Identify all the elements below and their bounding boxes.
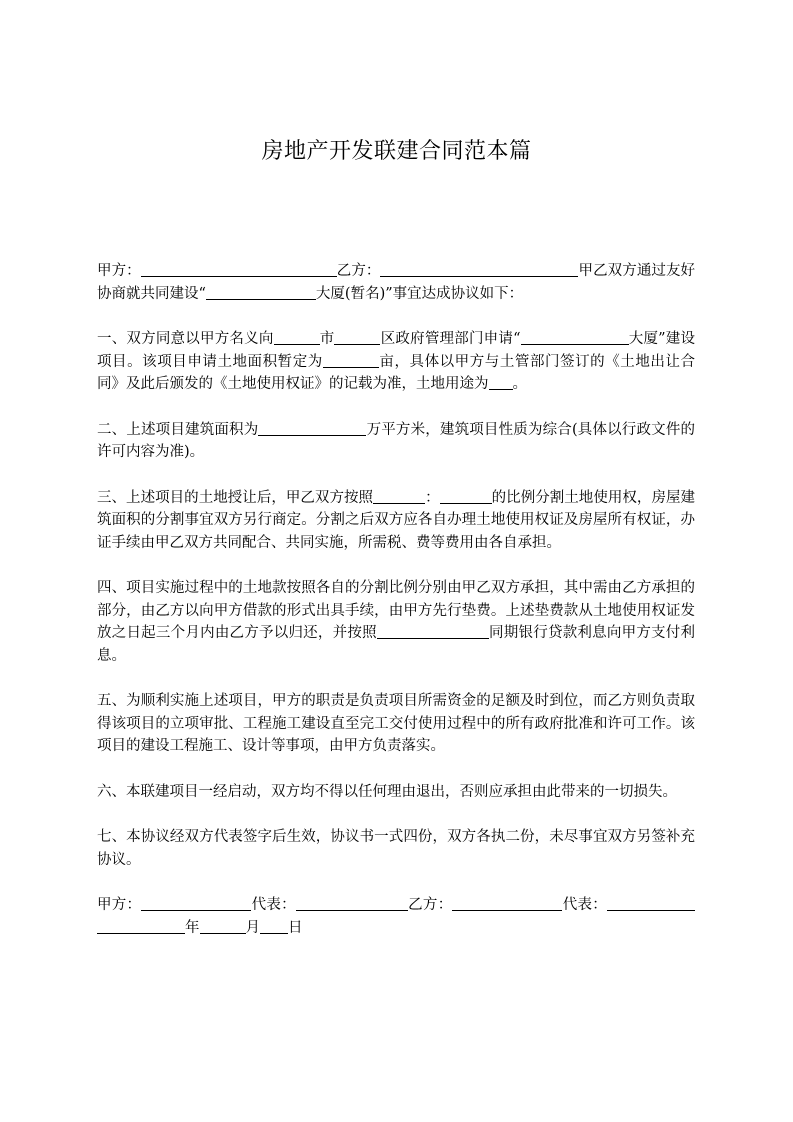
ratio-b-blank[interactable] bbox=[440, 487, 492, 504]
clause-2-paragraph bbox=[97, 419, 695, 464]
clause-3-text-3: 的比例分割土地使用权，房屋建筑面积的分割事宜双方另行商定。分割之后双方应各自办理土地使用权证及房屋所有权证，办证手续由甲乙双方共同配合、共同实施，所需税、费等费用由各自承担。 bbox=[97, 489, 696, 551]
land-use-blank[interactable] bbox=[489, 373, 513, 390]
party-a-name-blank[interactable] bbox=[141, 260, 337, 277]
clause-3-text-2: ： bbox=[425, 489, 440, 506]
intro-text-1: 甲乙双方通过友好协商就共同建设“ bbox=[97, 263, 696, 302]
clause-4-paragraph bbox=[97, 577, 695, 667]
document-body bbox=[97, 260, 695, 939]
signature-party-a-label: 甲方： bbox=[97, 897, 142, 913]
clause-4-text-2: 同期银行贷款利息向甲方支付利息。 bbox=[97, 625, 696, 664]
intro-party-b-label: 乙方： bbox=[336, 263, 381, 279]
district-blank[interactable] bbox=[334, 328, 380, 345]
clause-1-text-4: 大厦”建设项目。该项目申请土地面积暂定为 bbox=[97, 331, 696, 370]
month-blank[interactable] bbox=[200, 917, 246, 934]
project-name-blank[interactable] bbox=[521, 328, 629, 345]
intro-party-a-label: 甲方： bbox=[97, 263, 141, 279]
clause-1-text-1: 一、双方同意以甲方名义向 bbox=[97, 331, 274, 347]
signature-party-b-blank[interactable] bbox=[452, 894, 562, 911]
party-b-name-blank[interactable] bbox=[380, 260, 578, 277]
day-label: 日 bbox=[288, 919, 303, 936]
year-label: 年 bbox=[185, 919, 200, 936]
bank-blank[interactable] bbox=[377, 622, 489, 639]
signature-date-wrap bbox=[97, 920, 303, 936]
signature-rep-b-label: 代表： bbox=[562, 897, 608, 913]
city-blank[interactable] bbox=[274, 328, 320, 345]
clause-2-text-1: 二、上述项目建筑面积为 bbox=[97, 421, 259, 438]
clause-1-paragraph bbox=[97, 328, 695, 396]
signature-party-b-label: 乙方： bbox=[407, 897, 453, 913]
clause-2-text-2: 万平方米，建筑项目性质为综合(具体以行政文件的许可内容为准)。 bbox=[97, 421, 695, 460]
intro-paragraph bbox=[97, 260, 695, 305]
year-blank[interactable] bbox=[97, 917, 185, 934]
clause-7-paragraph: 七、本协议经双方代表签字后生效，协议书一式四份，双方各执二份，未尽事宜双方另签补充协议。 bbox=[97, 829, 695, 868]
signature-rep-a-label: 代表： bbox=[251, 897, 296, 913]
intro-text-2: 大厦(暂名)”事宜达成协议如下： bbox=[315, 285, 524, 302]
document-title: 房地产开发联建合同范本篇 bbox=[261, 139, 532, 164]
building-name-blank[interactable] bbox=[206, 283, 316, 300]
signature-paragraph bbox=[97, 894, 695, 939]
month-label: 月 bbox=[245, 919, 260, 936]
clause-3-paragraph bbox=[97, 487, 695, 555]
clause-1-text-6: 。 bbox=[512, 376, 527, 392]
clause-4-text-1: 四、项目实施过程中的土地款按照各自的分割比例分别由甲乙双方承担，其中需由乙方承担的部分，由乙方以向甲方借款的形式出具手续，由甲方先行垫费。上述垫费款从土地使用权证发放之日起三个月内由乙方予以归还，并按照 bbox=[97, 580, 695, 641]
clause-6-paragraph: 六、本联建项目一经启动，双方均不得以任何理由退出，否则应承担由此带来的一切损失。 bbox=[97, 783, 677, 800]
signature-rep-a-blank[interactable] bbox=[296, 894, 408, 911]
building-area-blank[interactable] bbox=[258, 419, 366, 436]
signature-party-a-blank[interactable] bbox=[141, 894, 251, 911]
clause-1-text-5: 亩，具体以甲方与土管部门签订的《土地出让合同》及此后颁发的《土地使用权证》的记载为准，土地用途为 bbox=[97, 353, 696, 392]
land-area-blank[interactable] bbox=[323, 351, 379, 368]
signature-rep-b-blank[interactable] bbox=[607, 894, 695, 911]
clause-1-text-3: 区政府管理部门申请“ bbox=[380, 331, 521, 347]
clause-5-paragraph: 五、为顺利实施上述项目，甲方的职责是负责项目所需资金的足额及时到位，而乙方则负责取得该项目的立项审批、工程施工建设直至完工交付使用过程中的所有政府批准和许可工作。该项目的建设工程施工、设计等事项，由甲方负责落实。 bbox=[97, 693, 695, 754]
clause-3-text-1: 三、上述项目的土地授让后，甲乙双方按照 bbox=[97, 489, 374, 506]
ratio-a-blank[interactable] bbox=[373, 487, 425, 504]
day-blank[interactable] bbox=[260, 917, 288, 934]
clause-1-text-2: 市 bbox=[319, 331, 335, 347]
